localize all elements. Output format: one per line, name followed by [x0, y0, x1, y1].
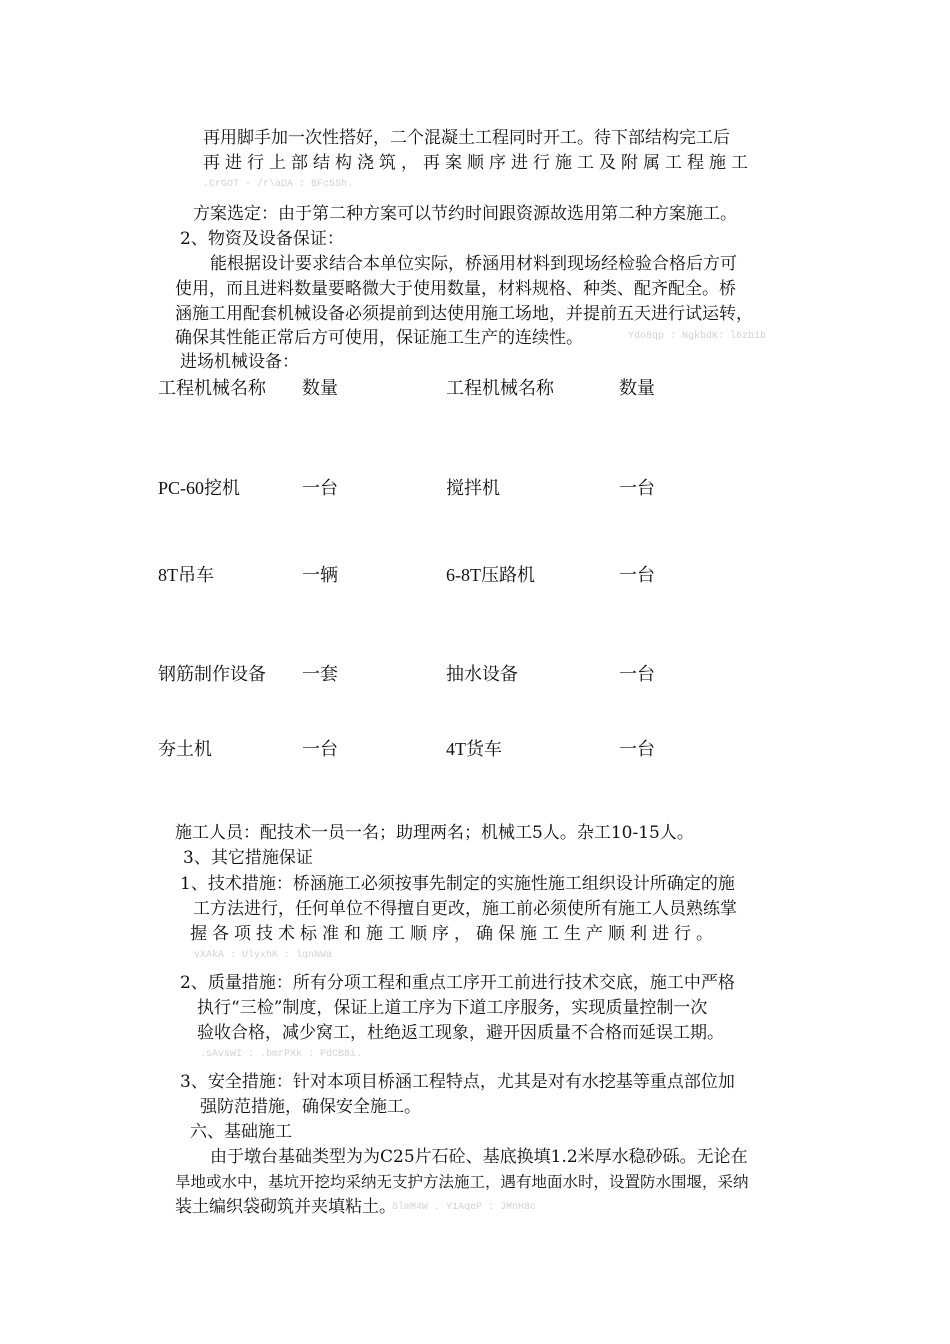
table-cell: 搅拌机 [446, 478, 500, 498]
measure-line: 握各项技术标准和施工顺序，确保施工生产顺利进行。 [190, 924, 718, 944]
table-header: 数量 [302, 378, 338, 398]
table-cell: 一套 [302, 664, 338, 684]
table-header: 数量 [619, 378, 655, 398]
measure-line: 验收合格，减少窝工，杜绝返工现象，避开因质量不合格而延误工期。 [197, 1023, 724, 1043]
table-cell: 一辆 [302, 565, 338, 585]
section-heading: 2、物资及设备保证： [180, 229, 344, 249]
paragraph-line: 旱地或水中，基坑开挖均采纳无支护方法施工，遇有地面水时，设置防水围堰，采纳 [175, 1173, 749, 1191]
watermark-text: SlmM4W . Y1AqeP : JMnH8c [392, 1202, 537, 1213]
measure-line: 3、安全措施：针对本项目桥涵工程特点，尤其是对有水挖基等重点部位加 [180, 1072, 735, 1092]
table-cell: 一台 [302, 739, 338, 759]
paragraph-line: 涵施工用配套机械设备必须提前到达使用施工场地，并提前五天进行试运转， [175, 304, 753, 324]
table-cell: 一台 [619, 739, 655, 759]
equipment-heading: 进场机械设备： [180, 352, 299, 372]
table-cell: 钢筋制作设备 [158, 664, 266, 684]
section-heading: 六、基础施工 [190, 1122, 292, 1142]
watermark-text: Ydo8qp : NgkbdK: l6zb1b [628, 331, 767, 342]
paragraph-line: 装土编织袋砌筑并夹填粘土。 [175, 1197, 396, 1217]
table-cell: 抽水设备 [446, 664, 518, 684]
table-cell: 6-8T压路机 [446, 565, 535, 585]
watermark-text: .CrGOT - /r\aDA : BFc5Sh. [203, 179, 354, 190]
measure-line: 1、技术措施：桥涵施工必须按事先制定的实施性施工组织设计所确定的施 [180, 874, 735, 894]
table-cell: 一台 [619, 664, 655, 684]
measure-line: 工方法进行，任何单位不得擅自更改，施工前必须使所有施工人员熟练掌 [193, 899, 737, 919]
table-cell: PC-60挖机 [158, 478, 241, 498]
measure-line: 强防范措施，确保安全施工。 [200, 1097, 421, 1117]
paragraph-line: 再进行上部结构浇筑，再案顺序进行施工及附属工程施工 [203, 153, 753, 173]
paragraph-line: 由于墩台基础类型为为C25片石砼、基底换填1.2米厚水稳砂砾。无论在 [210, 1147, 748, 1167]
paragraph-line: 方案选定：由于第二种方案可以节约时间跟资源故选用第二种方案施工。 [193, 204, 737, 224]
measure-line: 执行“三检”制度，保证上道工序为下道工序服务，实现质量控制一次 [197, 998, 708, 1018]
paragraph-line: 能根据设计要求结合本单位实际，桥涵用材料到现场经检验合格后方可 [210, 254, 737, 274]
watermark-text: .sAvsWI : .bmrPXk : PdCB8i. [200, 1049, 363, 1060]
personnel-line: 施工人员：配技术一员一名；助理两名；机械工5人。杂工10-15人。 [175, 823, 694, 843]
section-heading: 3、其它措施保证 [183, 848, 313, 868]
table-cell: 一台 [302, 478, 338, 498]
table-cell: 夯土机 [158, 739, 212, 759]
table-cell: 一台 [619, 565, 655, 585]
watermark-text: vXAkA : UlyxhK : lqnNWa [194, 950, 333, 961]
table-cell: 一台 [619, 478, 655, 498]
paragraph-line: 确保其性能正常后方可使用，保证施工生产的连续性。 [175, 328, 583, 348]
table-header: 工程机械名称 [446, 378, 554, 398]
measure-line: 2、质量措施：所有分项工程和重点工序开工前进行技术交底，施工中严格 [180, 973, 735, 993]
paragraph-line: 再用脚手加一次性搭好，二个混凝土工程同时开工。待下部结构完工后 [203, 128, 730, 148]
table-header: 工程机械名称 [158, 378, 266, 398]
paragraph-line: 使用，而且进料数量要略微大于使用数量，材料规格、种类、配齐配全。桥 [175, 279, 736, 299]
table-cell: 8T吊车 [158, 565, 214, 585]
table-cell: 4T货车 [446, 739, 502, 759]
